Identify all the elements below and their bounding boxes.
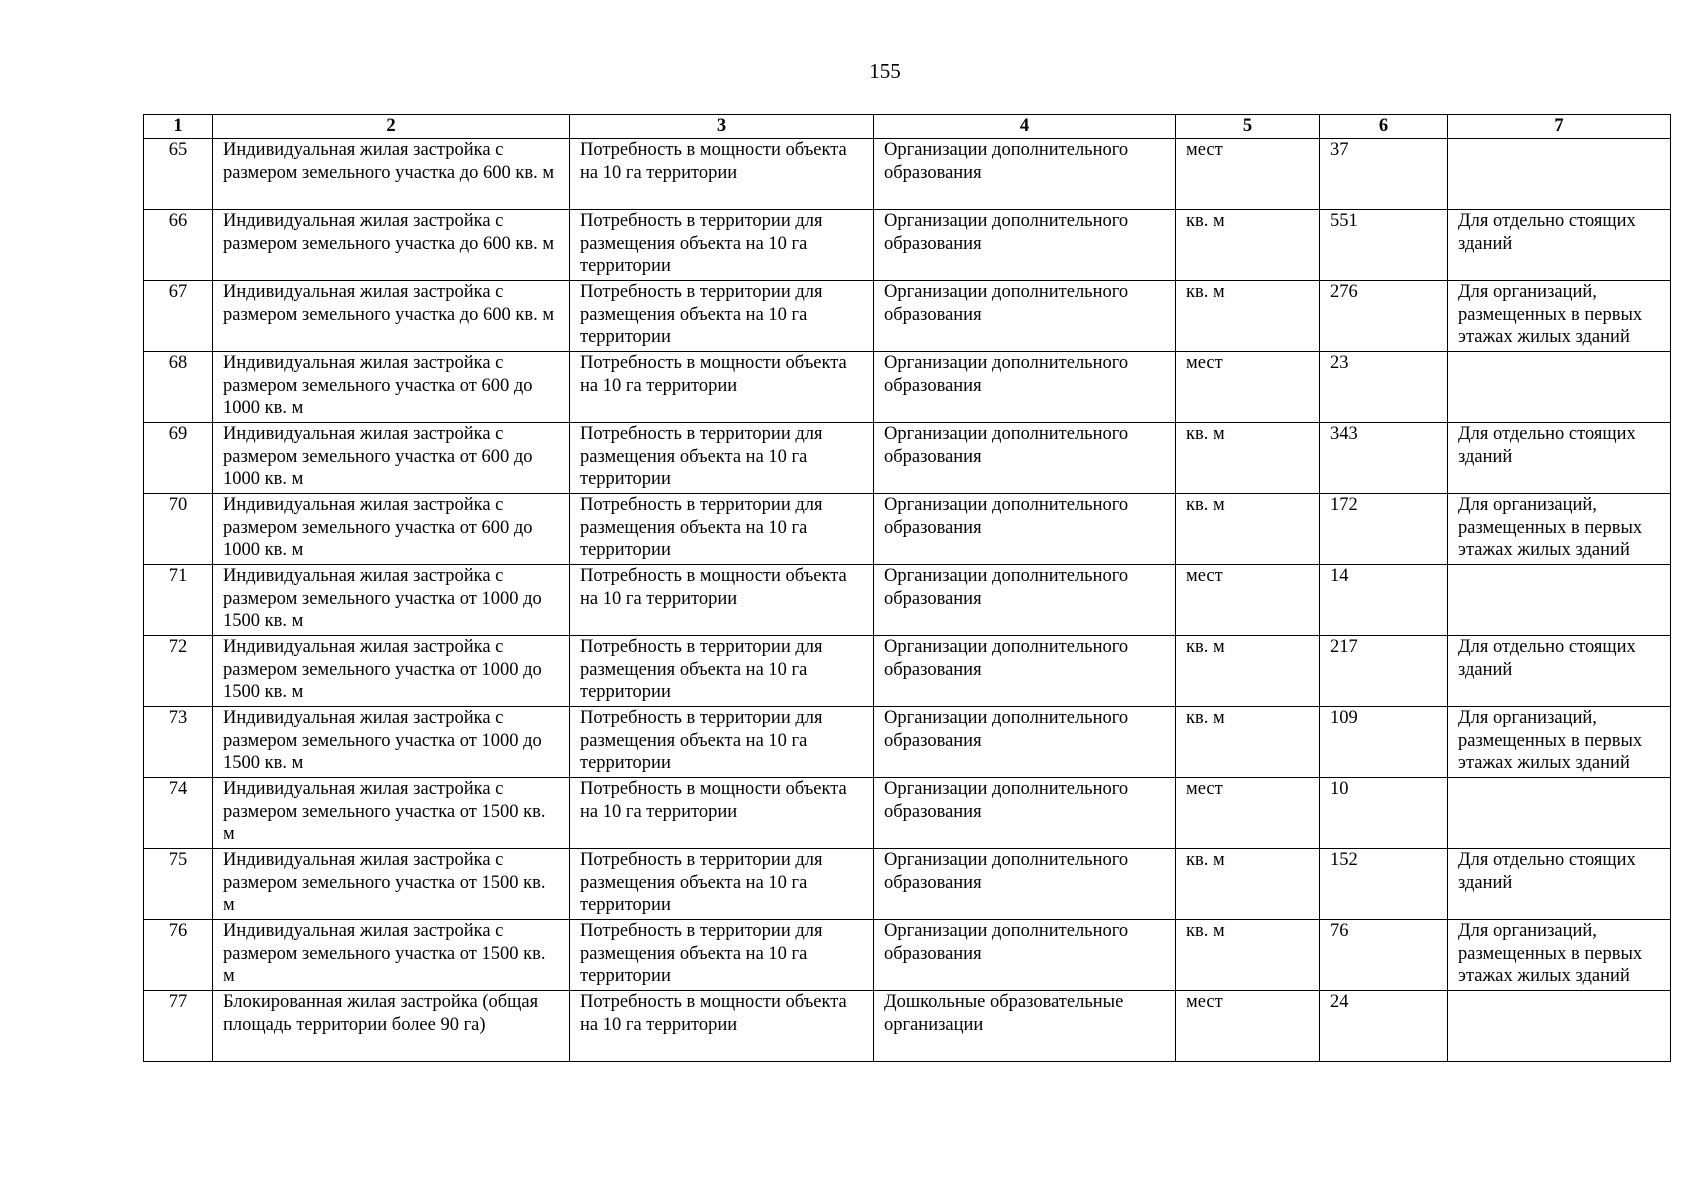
- value-cell: 23: [1320, 352, 1448, 423]
- facility-cell: Организации дополнительного образования: [874, 707, 1176, 778]
- header-col-5: 5: [1176, 115, 1320, 139]
- table-row: [144, 636, 1671, 707]
- row-number-cell: 66: [144, 210, 213, 281]
- development-type-cell: Индивидуальная жилая застройка с размером земельного участка от 1500 кв. м: [213, 849, 570, 920]
- facility-cell: Организации дополнительного образования: [874, 778, 1176, 849]
- row-number-cell: 77: [144, 991, 213, 1062]
- value-cell: 109: [1320, 707, 1448, 778]
- row-number-cell: 72: [144, 636, 213, 707]
- row-number-cell: 67: [144, 281, 213, 352]
- development-type-cell: Блокированная жилая застройка (общая площадь территории более 90 га): [213, 991, 570, 1062]
- table-row: [144, 423, 1671, 494]
- facility-cell: Организации дополнительного образования: [874, 494, 1176, 565]
- facility-cell: Организации дополнительного образования: [874, 352, 1176, 423]
- indicator-cell: Потребность в территории для размещения объекта на 10 га территории: [570, 281, 874, 352]
- indicator-cell: Потребность в мощности объекта на 10 га территории: [570, 352, 874, 423]
- table-row: [144, 707, 1671, 778]
- value-cell: 276: [1320, 281, 1448, 352]
- row-number-cell: 70: [144, 494, 213, 565]
- unit-cell: кв. м: [1176, 707, 1320, 778]
- value-cell: 76: [1320, 920, 1448, 991]
- value-cell: 551: [1320, 210, 1448, 281]
- note-cell: [1448, 991, 1671, 1062]
- unit-cell: мест: [1176, 565, 1320, 636]
- table-row: [144, 778, 1671, 849]
- note-cell: Для отдельно стоящих зданий: [1448, 423, 1671, 494]
- row-number-cell: 74: [144, 778, 213, 849]
- unit-cell: мест: [1176, 139, 1320, 210]
- indicator-cell: Потребность в мощности объекта на 10 га территории: [570, 991, 874, 1062]
- facility-cell: Организации дополнительного образования: [874, 849, 1176, 920]
- note-cell: Для организаций, размещенных в первых этажах жилых зданий: [1448, 707, 1671, 778]
- value-cell: 24: [1320, 991, 1448, 1062]
- indicator-cell: Потребность в территории для размещения объекта на 10 га территории: [570, 210, 874, 281]
- unit-cell: кв. м: [1176, 281, 1320, 352]
- note-cell: [1448, 565, 1671, 636]
- unit-cell: мест: [1176, 778, 1320, 849]
- note-cell: Для отдельно стоящих зданий: [1448, 636, 1671, 707]
- table-header-row: [144, 115, 1671, 139]
- table-row: [144, 352, 1671, 423]
- value-cell: 217: [1320, 636, 1448, 707]
- note-cell: [1448, 139, 1671, 210]
- value-cell: 172: [1320, 494, 1448, 565]
- row-number-cell: 65: [144, 139, 213, 210]
- table-row: [144, 494, 1671, 565]
- unit-cell: мест: [1176, 991, 1320, 1062]
- development-type-cell: Индивидуальная жилая застройка с размером земельного участка до 600 кв. м: [213, 139, 570, 210]
- development-type-cell: Индивидуальная жилая застройка с размером земельного участка от 600 до 1000 кв. м: [213, 352, 570, 423]
- table-row: [144, 210, 1671, 281]
- development-type-cell: Индивидуальная жилая застройка с размером земельного участка от 600 до 1000 кв. м: [213, 494, 570, 565]
- table-row: [144, 991, 1671, 1062]
- table-row: [144, 920, 1671, 991]
- unit-cell: кв. м: [1176, 920, 1320, 991]
- note-cell: Для отдельно стоящих зданий: [1448, 849, 1671, 920]
- header-col-2: 2: [213, 115, 570, 139]
- unit-cell: кв. м: [1176, 210, 1320, 281]
- note-cell: [1448, 778, 1671, 849]
- value-cell: 343: [1320, 423, 1448, 494]
- header-col-3: 3: [570, 115, 874, 139]
- unit-cell: кв. м: [1176, 849, 1320, 920]
- unit-cell: кв. м: [1176, 636, 1320, 707]
- development-type-cell: Индивидуальная жилая застройка с размером земельного участка от 1000 до 1500 кв. м: [213, 636, 570, 707]
- table-row: [144, 281, 1671, 352]
- row-number-cell: 73: [144, 707, 213, 778]
- indicator-cell: Потребность в мощности объекта на 10 га территории: [570, 778, 874, 849]
- note-cell: [1448, 352, 1671, 423]
- development-type-cell: Индивидуальная жилая застройка с размером земельного участка от 1500 кв. м: [213, 778, 570, 849]
- table-row: [144, 849, 1671, 920]
- development-type-cell: Индивидуальная жилая застройка с размером земельного участка от 1000 до 1500 кв. м: [213, 707, 570, 778]
- indicator-cell: Потребность в мощности объекта на 10 га территории: [570, 565, 874, 636]
- value-cell: 14: [1320, 565, 1448, 636]
- indicator-cell: Потребность в мощности объекта на 10 га территории: [570, 139, 874, 210]
- table-row: [144, 139, 1671, 210]
- development-type-cell: Индивидуальная жилая застройка с размером земельного участка до 600 кв. м: [213, 210, 570, 281]
- unit-cell: кв. м: [1176, 494, 1320, 565]
- development-type-cell: Индивидуальная жилая застройка с размером земельного участка от 600 до 1000 кв. м: [213, 423, 570, 494]
- indicator-cell: Потребность в территории для размещения объекта на 10 га территории: [570, 636, 874, 707]
- indicator-cell: Потребность в территории для размещения объекта на 10 га территории: [570, 920, 874, 991]
- table-body: [144, 139, 1671, 1062]
- row-number-cell: 69: [144, 423, 213, 494]
- indicator-cell: Потребность в территории для размещения объекта на 10 га территории: [570, 849, 874, 920]
- note-cell: Для организаций, размещенных в первых этажах жилых зданий: [1448, 494, 1671, 565]
- page-number: 155: [869, 59, 901, 83]
- row-number-cell: 75: [144, 849, 213, 920]
- indicator-cell: Потребность в территории для размещения объекта на 10 га территории: [570, 423, 874, 494]
- development-type-cell: Индивидуальная жилая застройка с размером земельного участка от 1500 кв. м: [213, 920, 570, 991]
- header-col-7: 7: [1448, 115, 1671, 139]
- facility-cell: Организации дополнительного образования: [874, 210, 1176, 281]
- facility-cell: Дошкольные образовательные организации: [874, 991, 1176, 1062]
- indicator-cell: Потребность в территории для размещения объекта на 10 га территории: [570, 494, 874, 565]
- row-number-cell: 76: [144, 920, 213, 991]
- row-number-cell: 68: [144, 352, 213, 423]
- header-col-4: 4: [874, 115, 1176, 139]
- row-number-cell: 71: [144, 565, 213, 636]
- development-type-cell: Индивидуальная жилая застройка с размером земельного участка от 1000 до 1500 кв. м: [213, 565, 570, 636]
- development-type-cell: Индивидуальная жилая застройка с размером земельного участка до 600 кв. м: [213, 281, 570, 352]
- facility-cell: Организации дополнительного образования: [874, 423, 1176, 494]
- facility-cell: Организации дополнительного образования: [874, 920, 1176, 991]
- facility-cell: Организации дополнительного образования: [874, 281, 1176, 352]
- facility-cell: Организации дополнительного образования: [874, 139, 1176, 210]
- value-cell: 10: [1320, 778, 1448, 849]
- norms-table: [143, 114, 1671, 1062]
- header-col-6: 6: [1320, 115, 1448, 139]
- unit-cell: мест: [1176, 352, 1320, 423]
- facility-cell: Организации дополнительного образования: [874, 565, 1176, 636]
- indicator-cell: Потребность в территории для размещения объекта на 10 га территории: [570, 707, 874, 778]
- value-cell: 152: [1320, 849, 1448, 920]
- table-row: [144, 565, 1671, 636]
- facility-cell: Организации дополнительного образования: [874, 636, 1176, 707]
- header-col-1: 1: [144, 115, 213, 139]
- note-cell: Для организаций, размещенных в первых этажах жилых зданий: [1448, 920, 1671, 991]
- unit-cell: кв. м: [1176, 423, 1320, 494]
- value-cell: 37: [1320, 139, 1448, 210]
- note-cell: Для отдельно стоящих зданий: [1448, 210, 1671, 281]
- note-cell: Для организаций, размещенных в первых этажах жилых зданий: [1448, 281, 1671, 352]
